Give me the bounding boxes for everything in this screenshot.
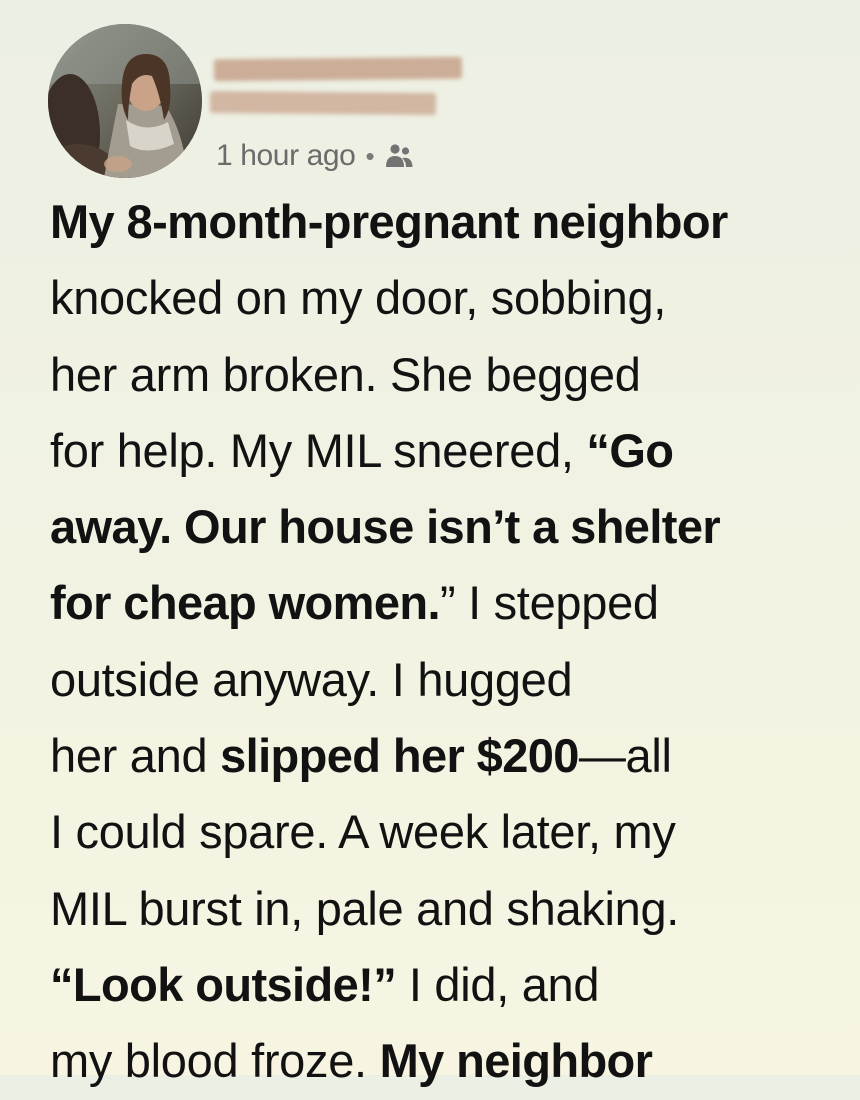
post-line-8	[50, 718, 850, 794]
post-line-1	[50, 184, 850, 260]
post-bold-text: for cheap women.	[50, 576, 440, 630]
meta-separator: •	[365, 141, 375, 171]
post-line-3: her arm broken. She begged	[50, 347, 641, 401]
post-line-5	[50, 489, 850, 565]
post-text-run: —all	[578, 729, 672, 783]
post-header	[0, 0, 860, 190]
avatar-photo	[48, 24, 202, 178]
post-bold-text: “Look outside!”	[50, 957, 397, 1011]
post-text-run: I did, and	[396, 957, 600, 1011]
post-text-run: ” I stepped	[439, 576, 659, 630]
post-text-run: for help. My MIL sneered,	[50, 423, 587, 477]
post-bold-text: My 8-month-pregnant neighbor	[50, 195, 728, 248]
post-bold-text: away. Our house isn’t a shelter	[50, 500, 721, 554]
post-text-run: my blood froze.	[50, 1034, 380, 1088]
post-line-4	[50, 413, 850, 489]
post-line-11	[50, 947, 850, 1023]
post-text-run: her and	[50, 729, 221, 783]
post-bold-text: My neighbor	[379, 1034, 653, 1088]
friends-icon[interactable]	[384, 143, 414, 169]
post-meta	[216, 138, 414, 174]
post-line-2: knocked on my door, sobbing,	[50, 271, 667, 325]
post-line-10: MIL burst in, pale and shaking.	[50, 881, 680, 935]
post-bold-text: slipped her $200	[220, 729, 579, 783]
post-timestamp[interactable]: 1 hour ago	[216, 139, 356, 172]
author-name-redacted[interactable]	[214, 57, 462, 82]
post-bold-text: “Go	[586, 423, 674, 477]
avatar[interactable]	[48, 24, 202, 178]
post-line-9: I could spare. A week later, my	[50, 805, 676, 859]
post-line-7: outside anyway. I hugged	[50, 652, 573, 706]
author-name-redacted-line	[210, 91, 436, 115]
post-text	[50, 184, 850, 1100]
post-line-6	[50, 565, 850, 641]
post-line-12	[50, 1023, 850, 1099]
